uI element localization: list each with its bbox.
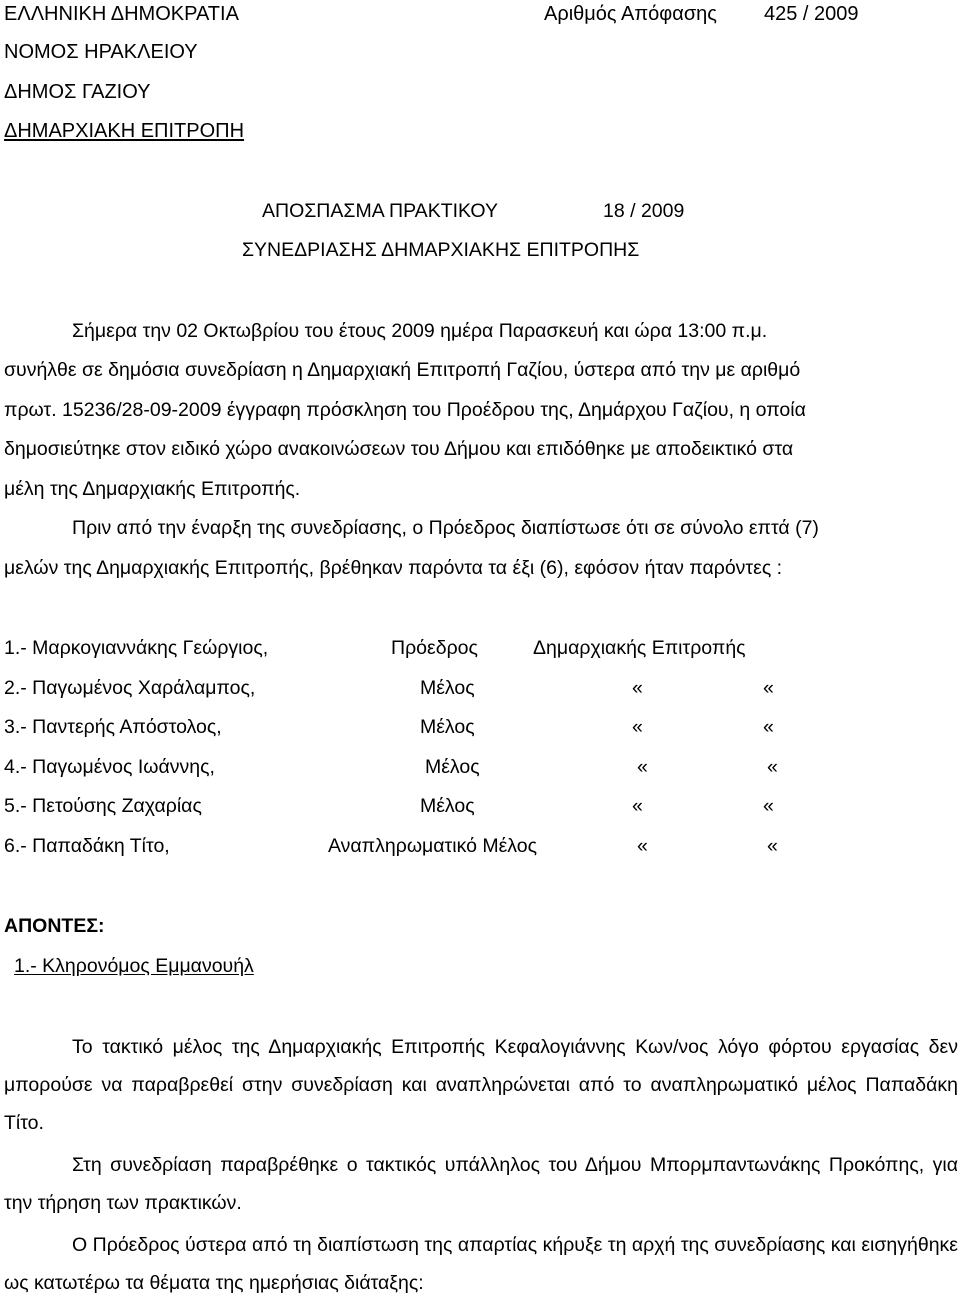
member-ditto-mark: « [763, 677, 774, 699]
header-prefecture: ΝΟΜΟΣ ΗΡΑΚΛΕΙΟΥ [4, 41, 198, 63]
member-role: Αναπληρωματικό Μέλος [328, 835, 537, 857]
absent-item: 1.- Κληρονόμος Εμμανουήλ [14, 955, 254, 977]
member-ditto-mark: « [632, 716, 643, 738]
agenda-paragraph: Ο Πρόεδρος ύστερα από τη διαπίστωση της απαρτίας κήρυξε τη αρχή της συνεδρίασης και εισηγήθηκε ως κατωτέρω τα θέματα της ημερήσιας διάταξης: [4, 1234, 958, 1294]
member-name: 3.- Παντερής Απόστολος, [4, 716, 222, 738]
extract-label: ΑΠΟΣΠΑΣΜΑ ΠΡΑΚΤΙΚΟΥ [262, 200, 498, 222]
minutes-number: 18 / 2009 [603, 200, 685, 222]
member-name: 6.- Παπαδάκη Τίτο, [4, 835, 170, 857]
member-ditto-mark: « [637, 756, 648, 778]
header-republic: ΕΛΛΗΝΙΚΗ ΔΗΜΟΚΡΑΤΙΑ [4, 3, 239, 25]
member-ditto-mark: « [763, 795, 774, 817]
member-name: 1.- Μαρκογιαννάκης Γεώργιος, [4, 637, 269, 659]
quorum-line-1: Πριν από την έναρξη της συνεδρίασης, ο Πρόεδρος διαπίστωσε ότι σε σύνολο επτά (7) [72, 517, 819, 539]
member-ditto-mark: « [637, 835, 648, 857]
substitute-paragraph: Το τακτικό μέλος της Δημαρχιακής Επιτροπής Κεφαλογιάννης Κων/νος λόγο φόρτου εργασίας δεν μπορούσε να παραβρεθεί στην συνεδρίαση και αναπληρώνεται από το αναπληρωματικό μέλος Παπαδάκη Τίτο. [4, 1036, 958, 1134]
member-name: 2.- Παγωμένος Χαράλαμπος, [4, 677, 256, 699]
member-role: Μέλος [420, 716, 475, 738]
member-committee: Δημαρχιακής Επιτροπής [533, 637, 746, 659]
absent-heading: ΑΠΟΝΤΕΣ: [4, 915, 105, 937]
member-name: 5.- Πετούσης Ζαχαρίας [4, 795, 202, 817]
member-ditto-mark: « [632, 677, 643, 699]
intro-line-5: μέλη της Δημαρχιακής Επιτροπής. [4, 478, 301, 500]
intro-line-1: Σήμερα την 02 Οκτωβρίου του έτους 2009 ημέρα Παρασκευή και ώρα 13:00 π.μ. [72, 320, 768, 342]
member-ditto-mark: « [763, 716, 774, 738]
member-ditto-mark: « [767, 756, 778, 778]
member-role: Μέλος [420, 795, 475, 817]
intro-line-3: πρωτ. 15236/28-09-2009 έγγραφη πρόσκληση του Προέδρου της, Δημάρχου Γαζίου, η οποία [4, 399, 806, 421]
member-ditto-mark: « [632, 795, 643, 817]
member-role: Μέλος [420, 677, 475, 699]
decision-label: Αριθμός Απόφασης [544, 3, 717, 25]
clerk-paragraph: Στη συνεδρίαση παραβρέθηκε ο τακτικός υπάλληλος του Δήμου Μπορμπαντωνάκης Προκόπης, για την τήρηση των πρακτικών. [4, 1154, 958, 1214]
member-role: Πρόεδρος [391, 637, 478, 659]
quorum-line-2: μελών της Δημαρχιακής Επιτροπής, βρέθηκαν παρόντα τα έξι (6), εφόσον ήταν παρόντες : [4, 557, 783, 579]
member-name: 4.- Παγωμένος Ιωάννης, [4, 756, 215, 778]
intro-line-2: συνήλθε σε δημόσια συνεδρίαση η Δημαρχιακή Επιτροπή Γαζίου, ύστερα από την με αριθμό [4, 359, 801, 381]
session-label: ΣΥΝΕΔΡΙΑΣΗΣ ΔΗΜΑΡΧΙΑΚΗΣ ΕΠΙΤΡΟΠΗΣ [242, 239, 640, 261]
member-ditto-mark: « [767, 835, 778, 857]
intro-line-4: δημοσιεύτηκε στον ειδικό χώρο ανακοινώσεων του Δήμου και επιδόθηκε με αποδεικτικό στα [4, 438, 794, 460]
header-committee: ΔΗΜΑΡΧΙΑΚΗ ΕΠΙΤΡΟΠΗ [4, 120, 245, 142]
decision-number: 425 / 2009 [764, 3, 859, 25]
header-municipality: ΔΗΜΟΣ ΓΑΖΙΟΥ [4, 81, 151, 103]
member-role: Μέλος [425, 756, 480, 778]
